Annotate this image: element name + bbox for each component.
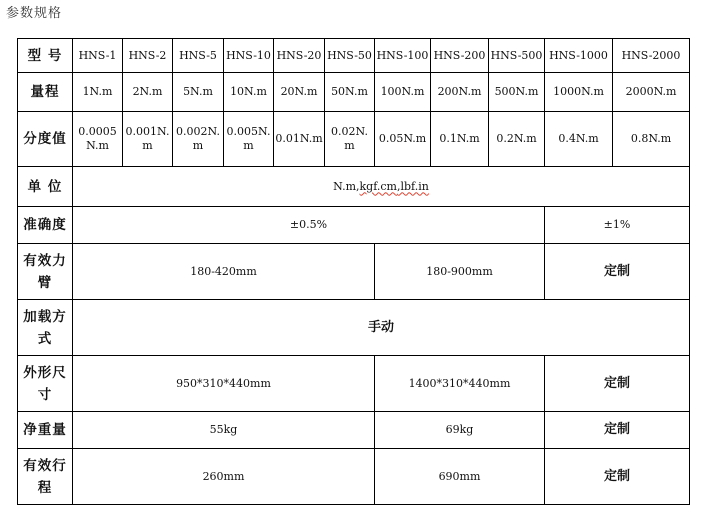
division-cell: 0.2N.m [489, 112, 545, 167]
model-cell: HNS-2000 [613, 39, 690, 73]
division-cell: 0.01N.m [274, 112, 325, 167]
range-cell: 10N.m [224, 73, 274, 112]
stroke-label: 有效行程 [18, 449, 73, 505]
model-cell: HNS-1 [73, 39, 123, 73]
unit-label: 单 位 [18, 167, 73, 207]
model-cell: HNS-5 [173, 39, 224, 73]
division-cell: 0.8N.m [613, 112, 690, 167]
model-cell: HNS-1000 [545, 39, 613, 73]
arm-value-a: 180-420mm [73, 244, 375, 300]
row-unit [18, 167, 690, 207]
range-cell: 50N.m [325, 73, 375, 112]
row-division [18, 112, 690, 167]
division-cell: 0.4N.m [545, 112, 613, 167]
weight-label: 净重量 [18, 412, 73, 449]
division-cell: 0.1N.m [431, 112, 489, 167]
range-cell: 200N.m [431, 73, 489, 112]
range-cell: 1000N.m [545, 73, 613, 112]
arm-value-b: 180-900mm [375, 244, 545, 300]
division-cell: 0.05N.m [375, 112, 431, 167]
division-cell: 0.002N.m [173, 112, 224, 167]
model-cell: HNS-10 [224, 39, 274, 73]
row-accuracy [18, 207, 690, 244]
range-cell: 5N.m [173, 73, 224, 112]
arm-label: 有效力臂 [18, 244, 73, 300]
model-cell: HNS-100 [375, 39, 431, 73]
stroke-value-a: 260mm [73, 449, 375, 505]
unit-value-c: ,lbf.in [397, 179, 429, 193]
dimensions-value-c: 定制 [545, 356, 690, 412]
unit-value-b: kgf.cm [359, 179, 397, 193]
row-model [18, 39, 690, 73]
weight-value-a: 55kg [73, 412, 375, 449]
loading-label: 加载方式 [18, 300, 73, 356]
range-cell: 2N.m [123, 73, 173, 112]
range-cell: 20N.m [274, 73, 325, 112]
range-cell: 100N.m [375, 73, 431, 112]
dimensions-value-a: 950*310*440mm [73, 356, 375, 412]
unit-value-a: N.m, [333, 179, 360, 193]
arm-value-c: 定制 [545, 244, 690, 300]
unit-value [73, 167, 690, 207]
model-cell: HNS-50 [325, 39, 375, 73]
weight-value-c: 定制 [545, 412, 690, 449]
model-cell: HNS-200 [431, 39, 489, 73]
dimensions-label: 外形尺寸 [18, 356, 73, 412]
range-label: 量程 [18, 73, 73, 112]
division-cell: 0.0005N.m [73, 112, 123, 167]
dimensions-value-b: 1400*310*440mm [375, 356, 545, 412]
row-stroke [18, 449, 690, 505]
model-cell: HNS-20 [274, 39, 325, 73]
section-title: 参数规格 [6, 6, 63, 21]
row-range [18, 73, 690, 112]
spec-table [17, 38, 690, 505]
model-cell: HNS-2 [123, 39, 173, 73]
row-loading [18, 300, 690, 356]
range-cell: 2000N.m [613, 73, 690, 112]
model-cell: HNS-500 [489, 39, 545, 73]
division-label: 分度值 [18, 112, 73, 167]
row-dimensions [18, 356, 690, 412]
row-arm [18, 244, 690, 300]
weight-value-b: 69kg [375, 412, 545, 449]
accuracy-label: 准确度 [18, 207, 73, 244]
accuracy-value-a: ±0.5% [73, 207, 545, 244]
stroke-value-b: 690mm [375, 449, 545, 505]
stroke-value-c: 定制 [545, 449, 690, 505]
range-cell: 500N.m [489, 73, 545, 112]
loading-value: 手动 [73, 300, 690, 356]
row-weight [18, 412, 690, 449]
division-cell: 0.001N.m [123, 112, 173, 167]
division-cell: 0.005N.m [224, 112, 274, 167]
division-cell: 0.02N.m [325, 112, 375, 167]
model-label: 型 号 [18, 39, 73, 73]
accuracy-value-b: ±1% [545, 207, 690, 244]
range-cell: 1N.m [73, 73, 123, 112]
